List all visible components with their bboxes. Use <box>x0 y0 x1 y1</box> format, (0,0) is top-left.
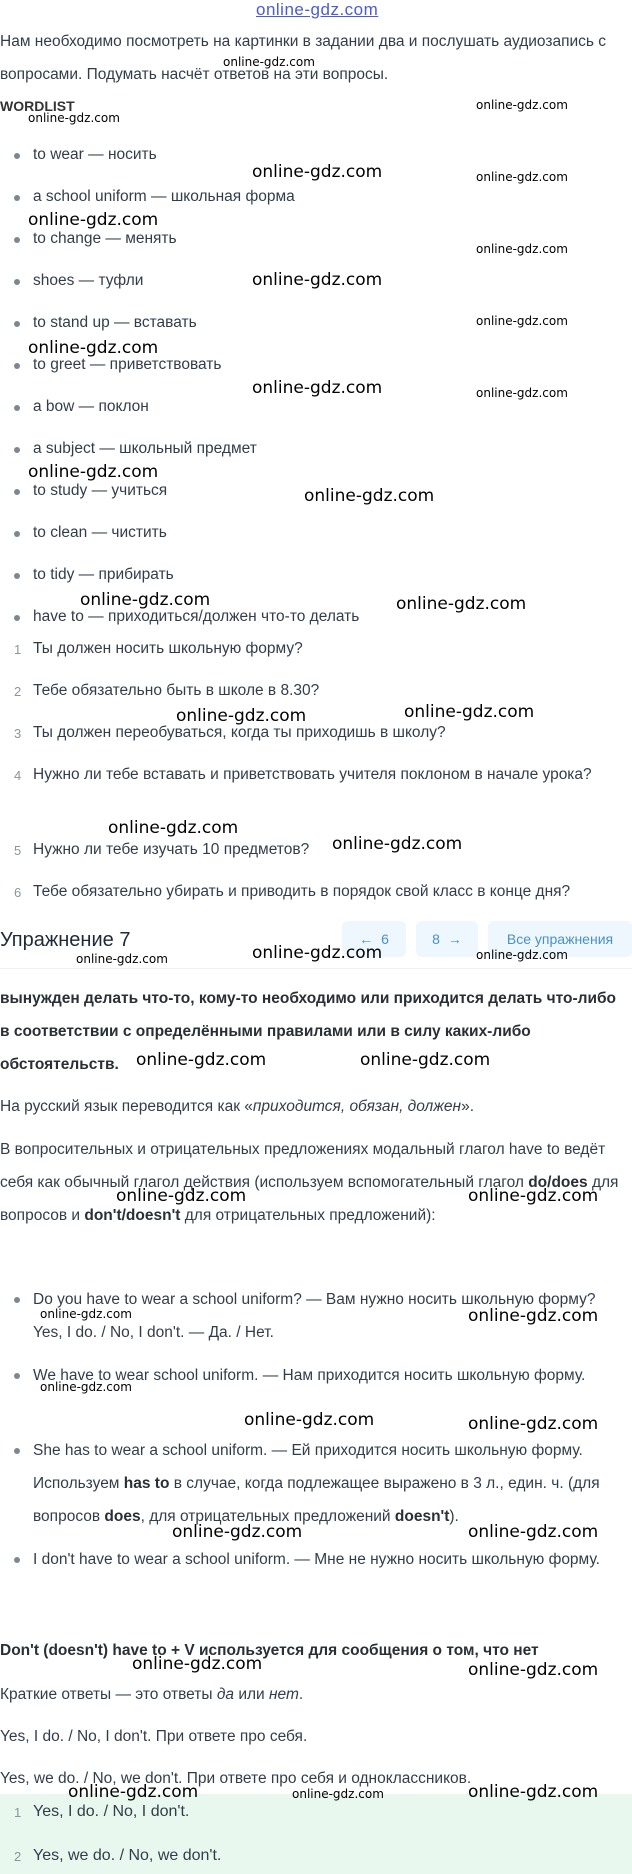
bullet-icon <box>14 447 20 453</box>
watermark: online-gdz.com <box>172 1522 303 1542</box>
site-logo[interactable]: online-gdz.com <box>256 0 379 19</box>
example-item: She has to wear a school uniform. — Ей приходится носить школьную форму. Используем has to в случае, когда подлежащее выражено в 3 л., един. ч. (для вопросов does, для отрицательных предложений doesn't). <box>33 1442 600 1525</box>
example-item: We have to wear school uniform. — Нам приходится носить школьную форму. <box>33 1367 586 1384</box>
watermark: online-gdz.com <box>292 1787 384 1801</box>
watermark: online-gdz.com <box>476 98 568 112</box>
list-item: to greet — приветствовать <box>33 356 222 373</box>
watermark: online-gdz.com <box>360 1050 491 1070</box>
watermark: online-gdz.com <box>252 270 383 290</box>
watermark: online-gdz.com <box>28 462 159 482</box>
question-number: 2 <box>14 684 22 699</box>
watermark: online-gdz.com <box>404 702 535 722</box>
answer-number: 1 <box>14 1805 22 1820</box>
list-item: have to — приходиться/должен что-то делать <box>33 608 360 625</box>
watermark: online-gdz.com <box>468 1782 599 1802</box>
grammar-translation: На русский язык переводится как «приходится, обязан, должен». <box>0 1098 475 1115</box>
watermark: online-gdz.com <box>468 1186 599 1206</box>
watermark: online-gdz.com <box>468 1414 599 1434</box>
answer-text: Yes, I do. / No, I don't. <box>33 1803 190 1820</box>
intro-text: Нам необходимо посмотреть на картинки в задании два и послушать аудиозапись с вопросами. Подумать насчёт ответов на эти вопросы. <box>0 33 607 83</box>
bullet-icon <box>14 1557 20 1563</box>
short-answer-class: Yes, we do. / No, we don't. При ответе про себя и одноклассников. <box>0 1770 472 1787</box>
watermark: online-gdz.com <box>468 1306 599 1326</box>
list-item: a school uniform — школьная форма <box>33 188 295 205</box>
watermark: online-gdz.com <box>28 338 159 358</box>
watermark: online-gdz.com <box>476 948 568 962</box>
example-item: Do you have to wear a school uniform? — Вам нужно носить школьную форму? Yes, I do. / No, I don't. — Да. / Нет. <box>33 1291 596 1341</box>
list-item: to wear — носить <box>33 146 157 163</box>
example-item: I don't have to wear a school uniform. — Мне не нужно носить школьную форму. <box>33 1551 600 1568</box>
grammar-definition: вынужден делать что-то, кому-то необходимо или приходится делать что-либо в соответствии с определёнными правилами или в силу каких-либо обстоятельств. <box>0 990 617 1073</box>
bullet-icon <box>14 1297 20 1303</box>
bullet-icon <box>14 615 20 621</box>
watermark: online-gdz.com <box>223 55 315 69</box>
watermark: online-gdz.com <box>132 1654 263 1674</box>
list-item: shoes — туфли <box>33 272 144 289</box>
question-number: 1 <box>14 642 22 657</box>
watermark: online-gdz.com <box>468 1522 599 1542</box>
question-text: Ты должен переобуваться, когда ты приходишь в школу? <box>33 724 446 741</box>
arrow-left-icon: ← <box>359 931 374 947</box>
watermark: online-gdz.com <box>176 706 307 726</box>
list-item: a subject — школьный предмет <box>33 440 257 457</box>
watermark: online-gdz.com <box>116 1186 247 1206</box>
watermark: online-gdz.com <box>476 242 568 256</box>
bullet-icon <box>14 405 20 411</box>
watermark: online-gdz.com <box>68 1782 199 1802</box>
bullet-icon <box>14 1373 20 1379</box>
watermark: online-gdz.com <box>252 378 383 398</box>
bullet-icon <box>14 1448 20 1454</box>
watermark: online-gdz.com <box>80 590 211 610</box>
list-item: to clean — чистить <box>33 524 167 541</box>
watermark: online-gdz.com <box>76 952 168 966</box>
question-text: Нужно ли тебе изучать 10 предметов? <box>33 841 310 858</box>
watermark: online-gdz.com <box>468 1660 599 1680</box>
watermark: online-gdz.com <box>476 314 568 328</box>
bullet-icon <box>14 531 20 537</box>
prev-exercise-label: 6 <box>381 931 389 947</box>
bullet-icon <box>14 153 20 159</box>
watermark: online-gdz.com <box>252 162 383 182</box>
watermark: online-gdz.com <box>476 170 568 184</box>
watermark: online-gdz.com <box>396 594 527 614</box>
all-exercises-label: Все упражнения <box>506 931 614 947</box>
watermark: online-gdz.com <box>252 943 383 963</box>
next-exercise-button[interactable] <box>416 921 478 957</box>
short-answers-definition: Краткие ответы — это ответы да или нет. <box>0 1686 304 1703</box>
watermark: online-gdz.com <box>476 386 568 400</box>
watermark: online-gdz.com <box>28 111 120 125</box>
list-item: to change — менять <box>33 230 177 247</box>
question-number: 6 <box>14 885 22 900</box>
list-item: to tidy — прибирать <box>33 566 174 583</box>
short-answer-self: Yes, I do. / No, I don't. При ответе про себя. <box>0 1728 308 1745</box>
bullet-icon <box>14 489 20 495</box>
watermark: online-gdz.com <box>40 1307 132 1321</box>
question-number: 5 <box>14 843 22 858</box>
wordlist-heading: WORDLIST <box>0 98 75 114</box>
bullet-icon <box>14 321 20 327</box>
watermark: online-gdz.com <box>28 210 159 230</box>
watermark: online-gdz.com <box>40 1380 132 1394</box>
watermark: online-gdz.com <box>136 1050 267 1070</box>
question-text: Тебе обязательно быть в школе в 8.30? <box>33 682 320 699</box>
list-item: to study — учиться <box>33 482 168 499</box>
question-number: 4 <box>14 768 22 783</box>
list-item: a bow — поклон <box>33 398 149 415</box>
next-exercise-label: 8 <box>432 931 440 947</box>
list-item: to stand up — вставать <box>33 314 197 331</box>
answer-number: 2 <box>14 1849 22 1864</box>
exercise-title: Упражнение 7 <box>0 929 131 951</box>
watermark: online-gdz.com <box>108 818 239 838</box>
answer-text: Yes, we do. / No, we don't. <box>33 1847 222 1864</box>
grammar-rule: Don't (doesn't) have to + V используется для сообщения о том, что нет <box>0 1642 539 1659</box>
bullet-icon <box>14 279 20 285</box>
watermark: online-gdz.com <box>332 834 463 854</box>
question-text: Ты должен носить школьную форму? <box>33 640 303 657</box>
watermark: online-gdz.com <box>304 486 435 506</box>
grammar-questions-negatives: В вопросительных и отрицательных предложениях модальный глагол have to ведёт себя как обычный глагол действия (используем вспомогательный глагол do/does для вопросов и don't/doesn't для отрицательных предложений): <box>0 1141 619 1224</box>
arrow-right-icon: → <box>447 931 462 947</box>
bullet-icon <box>14 195 20 201</box>
question-text: Тебе обязательно убирать и приводить в порядок свой класс в конце дня? <box>33 883 571 900</box>
bullet-icon <box>14 363 20 369</box>
question-text: Нужно ли тебе вставать и приветствовать учителя поклоном в начале урока? <box>33 766 592 783</box>
bullet-icon <box>14 237 20 243</box>
question-number: 3 <box>14 726 22 741</box>
bullet-icon <box>14 573 20 579</box>
watermark: online-gdz.com <box>244 1410 375 1430</box>
